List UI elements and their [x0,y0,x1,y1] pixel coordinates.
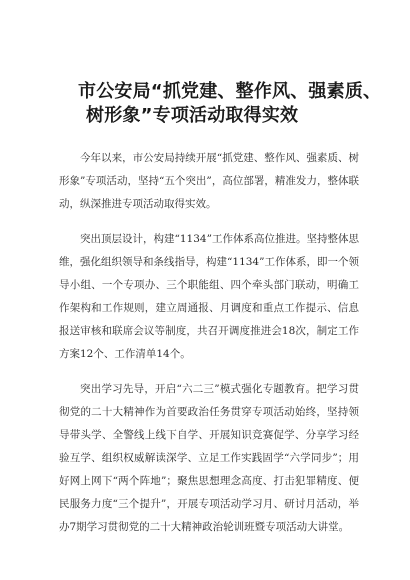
paragraph-top-level-design: 突出顶层设计，构建“1134”工作体系高位推进。坚持整体思维，强化组织领导和条线指导，构建“1134”工作体系，即一个领导小组、一个专项办、三个职能组、四个牵头部门联动，明确工作架构和工作规则，建立周通报、月调度和重点工作提示、信息报送审核和联席会议等制度，共召开调度推进会18次，制定工作方案12个、工作清单14个。 [59,233,359,360]
paragraph-intro: 今年以来，市公安局持续开展“抓党建、整作风、强素质、树形象”专项活动，坚持“五个突出”，高位部署，精准发力，整体联动，纵深推进专项活动取得实效。 [59,152,359,210]
title-line-2: 树形象”专项活动取得实效 [86,105,299,126]
document-title [40,80,380,128]
title-line-1: 市公安局“抓党建、整作风、强素质、 [78,81,382,102]
paragraph-study-guidance: 突出学习先导，开启“六二三”模式强化专题教育。把学习贯彻党的二十大精神作为首要政治任务贯穿专项活动始终，坚持领导带头学、全警线上线下自学、开展知识竞赛促学、分享学习经验互学、组织权威解读深学、立足工作实践固学“六学同步”；用好网上网下“两个阵地”；聚焦思想理念高度、打击犯罪精度、便民服务力度“三个提升”，开展专项活动学习月、研讨月活动，举办7期学习贯彻党的二十大精神政治轮训班暨专项活动大讲堂。 [59,383,359,533]
document-body [59,147,359,539]
